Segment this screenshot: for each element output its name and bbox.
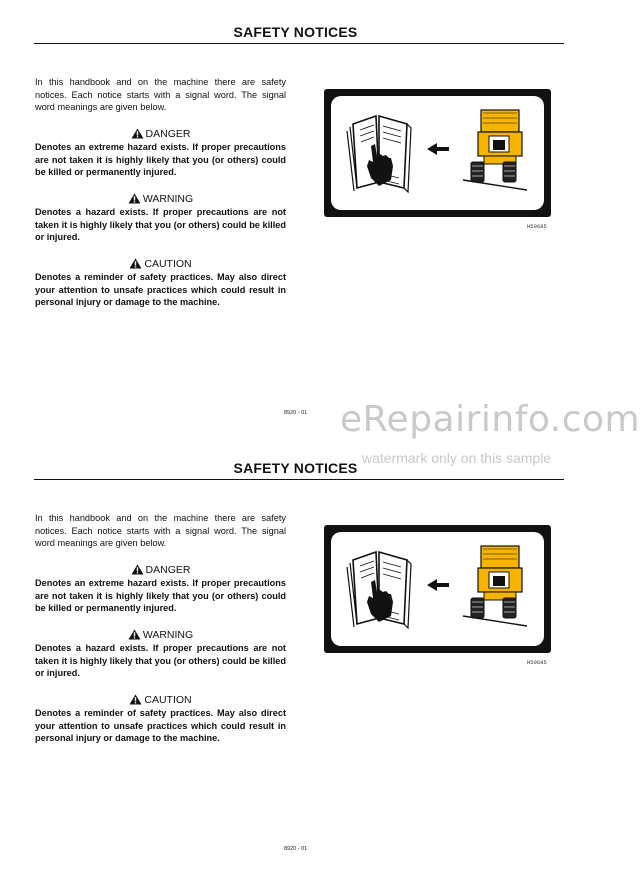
loader-machine-icon <box>463 546 527 626</box>
danger-text: Denotes an extreme hazard exists. If proper precautions are not taken it is highly likely that you (or others) could be killed or permanently injured. <box>35 578 286 614</box>
figure-panel <box>331 96 544 210</box>
warning-label: WARNING <box>142 193 194 205</box>
caution-label: CAUTION <box>144 258 192 270</box>
caution-heading <box>35 693 286 707</box>
figure-reference: H59685 <box>527 223 547 230</box>
danger-label: DANGER <box>145 564 191 576</box>
read-manual-figure <box>324 89 551 217</box>
danger-text: Denotes an extreme hazard exists. If proper precautions are not taken it is highly likely that you (or others) could be killed or permanently injured. <box>35 142 286 178</box>
title-rule <box>34 43 564 44</box>
caution-text: Denotes a reminder of safety practices. May also direct your attention to unsafe practices which could result in personal injury or damage to the machine. <box>35 272 286 308</box>
warning-triangle-icon <box>128 629 141 640</box>
page-title: SAFETY NOTICES <box>233 24 358 40</box>
danger-heading <box>35 127 286 141</box>
title-rule <box>34 479 564 480</box>
figure-panel <box>331 532 544 646</box>
warning-triangle-icon <box>131 128 144 139</box>
read-manual-figure <box>324 525 551 653</box>
danger-notice <box>35 127 286 179</box>
warning-triangle-icon <box>129 694 142 705</box>
watermark-text: eRepairinfo.com <box>340 399 640 440</box>
warning-text: Denotes a hazard exists. If proper precautions are not taken it is highly likely that you (or others) could be killed or injured. <box>35 643 286 679</box>
danger-label: DANGER <box>145 128 191 140</box>
warning-text: Denotes a hazard exists. If proper precautions are not taken it is highly likely that you (or others) could be killed or injured. <box>35 207 286 243</box>
page-number: 8920 - 01 <box>284 410 308 416</box>
danger-notice <box>35 563 286 615</box>
watermark-subtext: watermark only on this sample <box>362 450 552 466</box>
caution-label: CAUTION <box>144 694 192 706</box>
warning-notice <box>35 628 286 680</box>
arrow-left-icon <box>427 143 449 155</box>
arrow-left-icon <box>427 579 449 591</box>
warning-heading <box>35 192 286 206</box>
danger-heading <box>35 563 286 577</box>
warning-heading <box>35 628 286 642</box>
caution-notice <box>35 257 286 309</box>
page-number: 8920 - 01 <box>284 846 308 852</box>
page-title: SAFETY NOTICES <box>233 460 358 476</box>
page-1 <box>0 0 591 436</box>
caution-text: Denotes a reminder of safety practices. May also direct your attention to unsafe practices which could result in personal injury or damage to the machine. <box>35 708 286 744</box>
caution-notice <box>35 693 286 745</box>
warning-label: WARNING <box>142 629 194 641</box>
loader-machine-icon <box>463 110 527 190</box>
page-2 <box>0 436 591 872</box>
warning-notice <box>35 192 286 244</box>
warning-triangle-icon <box>131 564 144 575</box>
caution-heading <box>35 257 286 271</box>
intro-paragraph: In this handbook and on the machine there are safety notices. Each notice starts with a signal word. The signal word meanings are given below. <box>35 77 286 113</box>
warning-triangle-icon <box>129 258 142 269</box>
intro-paragraph: In this handbook and on the machine there are safety notices. Each notice starts with a signal word. The signal word meanings are given below. <box>35 513 286 549</box>
figure-reference: H59685 <box>527 659 547 666</box>
warning-triangle-icon <box>128 193 141 204</box>
